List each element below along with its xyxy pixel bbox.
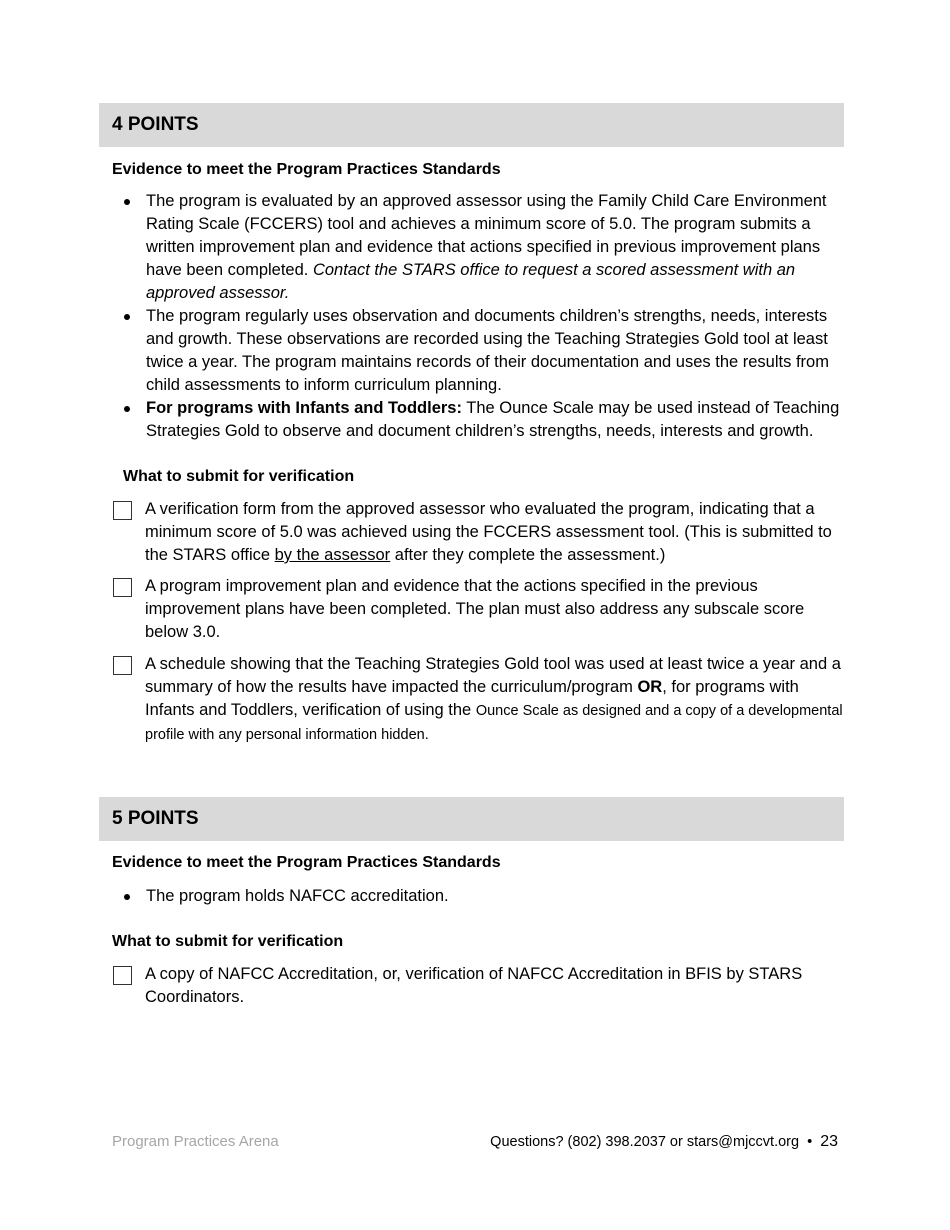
bullet-italic-note: Contact the STARS office to request a scored assessment with an approved assessor. bbox=[146, 261, 796, 302]
bullet-bold-lead: For programs with Infants and Toddlers: bbox=[146, 399, 462, 417]
bullet-text: The Ounce Scale may be used instead of Teaching Strategies Gold to observe and document children’s strengths, needs, interests and growth. bbox=[146, 399, 840, 440]
checklist-item bbox=[113, 653, 848, 747]
checklist-text: A copy of NAFCC Accreditation, or, verification of NAFCC Accreditation in BFIS by STARS Coordinators. bbox=[145, 965, 803, 1006]
checkbox[interactable] bbox=[113, 501, 132, 520]
bullet-text: The program regularly uses observation and documents children’s strengths, needs, interests and growth. These observations are recorded using the Teaching Strategies Gold tool at least twice a year. The program maintains records of their documentation and uses the results from child assessments to inform curriculum planning. bbox=[146, 307, 829, 394]
verification-heading-5: What to submit for verification bbox=[112, 933, 344, 950]
bullet-text: The program is evaluated by an approved assessor using the Family Child Care Environment Rating Scale (FCCERS) tool and achieves a minimum score of 5.0. The program submits a written improvement plan and evidence that actions specified in previous improvement plans have been completed. bbox=[146, 192, 827, 279]
checkbox[interactable] bbox=[113, 966, 132, 985]
evidence-heading-5: Evidence to meet the Program Practices Standards bbox=[112, 854, 501, 871]
footer-separator: • bbox=[807, 1134, 813, 1150]
or-emphasis: OR bbox=[637, 678, 663, 696]
list-item bbox=[120, 190, 850, 305]
list-item bbox=[120, 397, 850, 443]
bullet-icon bbox=[124, 406, 130, 412]
section-4-heading: 4 POINTS bbox=[99, 103, 844, 147]
checklist-item bbox=[113, 575, 848, 644]
verification-heading-4: What to submit for verification bbox=[123, 468, 355, 485]
checklist-text: A program improvement plan and evidence that the actions specified in the previous improvement plans have been completed. The plan must also address any subscale score below 3.0. bbox=[145, 577, 805, 641]
footer-contact bbox=[490, 1132, 838, 1152]
evidence-heading-4: Evidence to meet the Program Practices Standards bbox=[112, 161, 501, 178]
checklist-item bbox=[113, 963, 848, 1009]
footer-contact-text: Questions? (802) 398.2037 or stars@mjccvt.org bbox=[490, 1134, 800, 1150]
bullet-icon bbox=[124, 894, 130, 900]
underlined-text: by the assessor bbox=[274, 546, 391, 564]
checklist-text: A verification form from the approved assessor who evaluated the program, indicating that a minimum score of 5.0 was achieved using the FCCERS assessment tool. (This is submitted to the STARS office by the assessor after they complete the assessment.) bbox=[145, 500, 832, 564]
section-5-heading: 5 POINTS bbox=[99, 797, 844, 841]
checkbox[interactable] bbox=[113, 578, 132, 597]
checklist-item bbox=[113, 498, 848, 567]
list-item bbox=[120, 305, 850, 397]
list-item bbox=[120, 885, 850, 908]
page-number: 23 bbox=[820, 1133, 838, 1150]
bullet-icon bbox=[124, 314, 130, 320]
checkbox[interactable] bbox=[113, 656, 132, 675]
footer-section-title: Program Practices Arena bbox=[112, 1133, 279, 1150]
evidence-list-5 bbox=[120, 885, 850, 908]
evidence-list-4 bbox=[120, 190, 850, 443]
bullet-text: The program holds NAFCC accreditation. bbox=[146, 887, 449, 905]
bullet-icon bbox=[124, 199, 130, 205]
checklist-text: A schedule showing that the Teaching Strategies Gold tool was used at least twice a year and a summary of how the results have impacted the curriculum/program OR, for programs with Infants and Toddlers, verification of using the Ounce Scale as designed and a copy of a developmental profile with any personal information hidden. bbox=[145, 655, 843, 743]
